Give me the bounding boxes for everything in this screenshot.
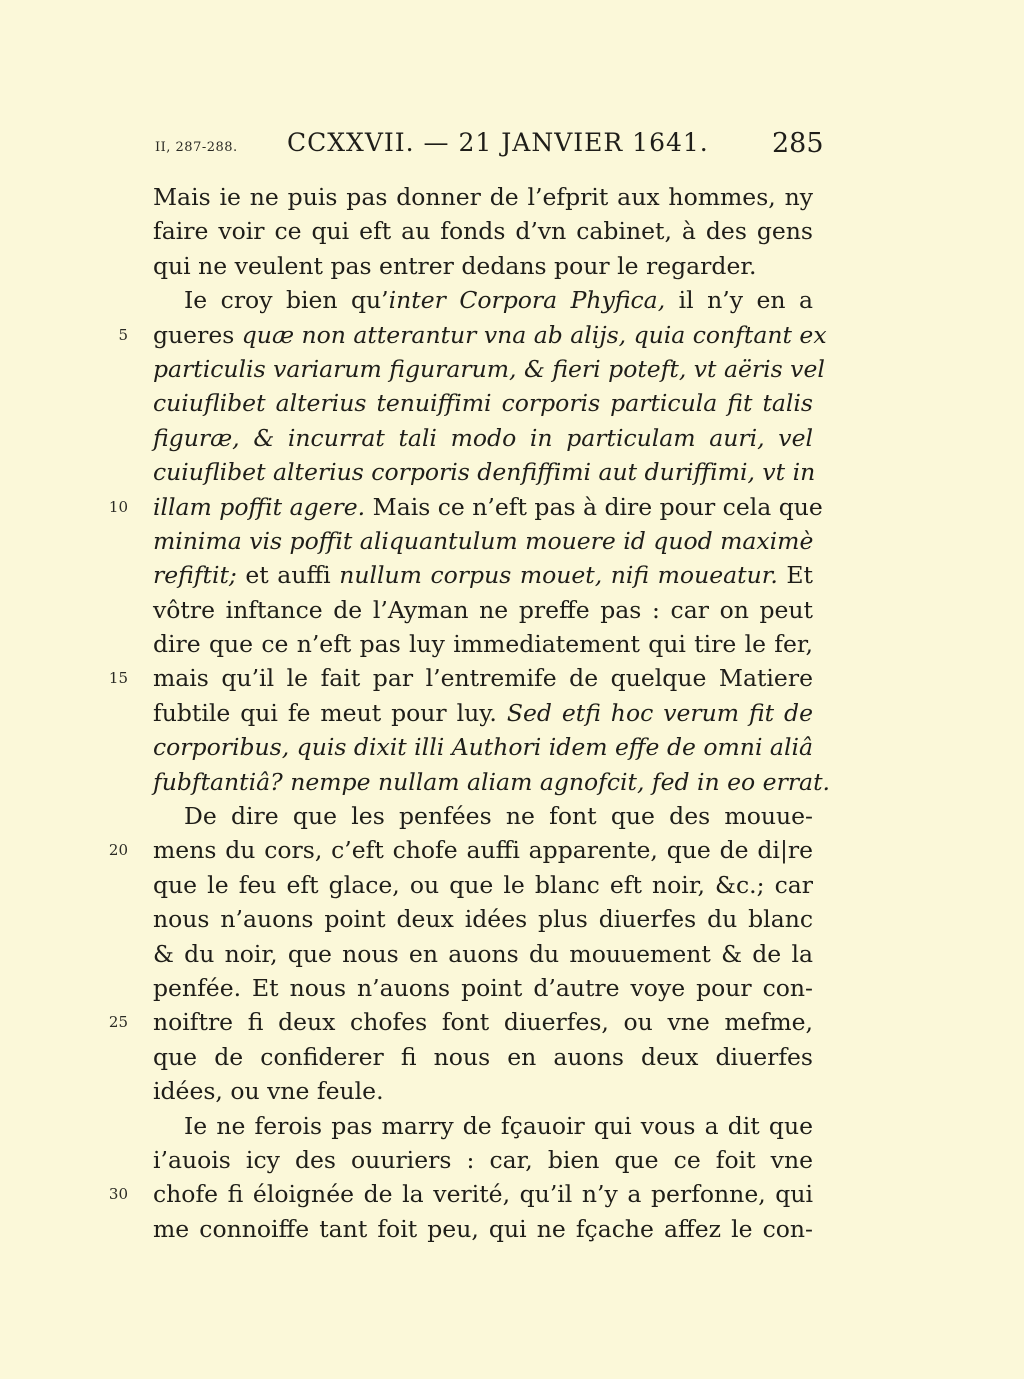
- french-segment: nous n’auons point deux idées plus diuerfes du blanc: [153, 905, 813, 934]
- line-text: [184, 799, 813, 833]
- line-text: [153, 180, 813, 214]
- latin-segment: corporibus, quis dixit illi Authori idem effe de omni aliâ: [153, 733, 813, 762]
- french-segment: idées, ou vne feule.: [153, 1077, 384, 1106]
- text-line: [0, 214, 1024, 248]
- french-segment: noiftre fi deux chofes font diuerfes, ou vne mefme,: [153, 1008, 813, 1037]
- french-segment: et auffi: [236, 561, 340, 590]
- text-line: [0, 524, 1024, 558]
- text-line: [0, 765, 1024, 799]
- line-text: [153, 318, 827, 352]
- text-line: [0, 352, 1024, 386]
- line-text: [153, 730, 813, 764]
- line-text: [153, 1177, 813, 1211]
- french-segment: Et: [777, 561, 813, 590]
- french-segment: & du noir, que nous en auons du mouuement & de la: [153, 939, 813, 968]
- line-number: 10: [108, 497, 128, 516]
- line-text: [153, 902, 813, 936]
- line-text: [153, 524, 813, 558]
- text-line: [0, 1177, 1024, 1211]
- line-text: [184, 283, 813, 317]
- french-segment: Ie croy bien qu’: [184, 286, 389, 315]
- french-segment: De dire que les penfées ne font que des mouue-: [184, 802, 813, 831]
- line-text: [153, 1212, 813, 1246]
- french-segment: dire que ce n’eft pas luy immediatement qui tire le fer,: [153, 630, 813, 659]
- french-segment: chofe fi éloignée de la verité, qu’il n’y a perfonne, qui: [153, 1180, 813, 1209]
- text-line: [0, 868, 1024, 902]
- line-text: [153, 1040, 813, 1074]
- line-text: [153, 1005, 813, 1039]
- line-text: [153, 593, 813, 627]
- text-line: [0, 730, 1024, 764]
- french-segment: il n’y en a: [665, 286, 813, 315]
- text-line: [0, 902, 1024, 936]
- latin-segment: quæ non atterantur vna ab alijs, quia conftant ex: [241, 320, 827, 349]
- line-text: [153, 249, 813, 283]
- line-text: [184, 1109, 813, 1143]
- letter-body: [0, 180, 1024, 1246]
- text-line: [0, 283, 1024, 317]
- text-line: [0, 455, 1024, 489]
- line-text: [153, 868, 813, 902]
- line-text: [153, 490, 823, 524]
- text-line: [0, 593, 1024, 627]
- line-number: 15: [108, 669, 128, 688]
- text-line: [0, 249, 1024, 283]
- text-line: [0, 386, 1024, 420]
- latin-segment: illam poffit agere.: [153, 492, 366, 521]
- line-text: [153, 971, 813, 1005]
- text-line: [0, 490, 1024, 524]
- line-text: [153, 558, 813, 592]
- text-line: [0, 421, 1024, 455]
- line-text: [153, 627, 813, 661]
- latin-segment: inter Corpora Phyfica,: [388, 286, 666, 315]
- french-segment: gueres: [153, 320, 242, 349]
- french-segment: Ie ne ferois pas marry de fçauoir qui vous a dit que: [184, 1111, 813, 1140]
- french-segment: que de confiderer fi nous en auons deux diuerfes: [153, 1042, 813, 1071]
- running-header: [0, 128, 1024, 168]
- text-line: [0, 558, 1024, 592]
- french-segment: vôtre inftance de l’Ayman ne preffe pas : car on peut: [153, 595, 813, 624]
- text-line: [0, 833, 1024, 867]
- french-segment: me connoiffe tant foit peu, qui ne fçache affez le con-: [153, 1214, 813, 1243]
- line-text: [153, 386, 813, 420]
- french-segment: Mais ie ne puis pas donner de l’efprit aux hommes, ny: [153, 183, 813, 211]
- line-text: [153, 1074, 813, 1108]
- latin-segment: refiftit;: [153, 561, 237, 590]
- text-line: [0, 1005, 1024, 1039]
- letter-title: CCXXVII. — 21 JANVIER 1641.: [287, 128, 709, 157]
- line-number: 30: [108, 1185, 128, 1204]
- line-text: [153, 765, 830, 799]
- text-line: [0, 799, 1024, 833]
- line-number: 5: [118, 325, 128, 344]
- latin-segment: figuræ, & incurrat tali modo in particulam auri, vel: [153, 423, 813, 452]
- line-text: [153, 937, 813, 971]
- page-number: 285: [772, 128, 824, 159]
- french-segment: mens du cors, c’eft chofe auffi apparente, que de di|re: [153, 836, 813, 865]
- line-number: 20: [108, 841, 128, 860]
- text-line: [0, 971, 1024, 1005]
- text-line: [0, 180, 1024, 214]
- french-segment: penfée. Et nous n’auons point d’autre voye pour con-: [153, 973, 813, 1002]
- text-line: [0, 937, 1024, 971]
- volume-reference: II, 287-288.: [155, 140, 238, 155]
- french-segment: i’auois icy des ouuriers : car, bien que ce foit vne: [153, 1145, 813, 1174]
- latin-segment: cuiuflibet alterius corporis denfiffimi aut duriffimi, vt in: [153, 458, 816, 487]
- french-segment: que le feu eft glace, ou que le blanc eft noir, &c.; car: [153, 870, 813, 899]
- text-line: [0, 1143, 1024, 1177]
- text-line: [0, 627, 1024, 661]
- line-text: [153, 833, 813, 867]
- line-text: [153, 421, 813, 455]
- french-segment: Mais ce n’eft pas à dire pour cela que: [365, 492, 823, 521]
- line-text: [153, 214, 813, 248]
- latin-segment: cuiuflibet alterius tenuiffimi corporis particula fit talis: [153, 389, 813, 418]
- line-text: [153, 661, 813, 695]
- french-segment: qui ne veulent pas entrer dedans pour le regarder.: [153, 251, 757, 280]
- latin-segment: minima vis poffit aliquantulum mouere id quod maximè: [153, 526, 814, 555]
- line-text: [153, 455, 816, 489]
- text-line: [0, 1040, 1024, 1074]
- latin-segment: particulis variarum figurarum, & fieri poteft, vt aëris vel: [153, 354, 825, 383]
- text-line: [0, 318, 1024, 352]
- line-text: [153, 1143, 813, 1177]
- line-text: [153, 696, 813, 730]
- latin-segment: fubftantiâ? nempe nullam aliam agnofcit, fed in eo errat.: [153, 767, 830, 796]
- latin-segment: Sed etfi hoc verum fit de: [506, 698, 813, 727]
- line-text: [153, 352, 825, 386]
- latin-segment: nullum corpus mouet, nifi moueatur.: [339, 561, 778, 590]
- french-segment: fubtile qui fe meut pour luy.: [153, 698, 507, 727]
- text-line: [0, 696, 1024, 730]
- text-line: [0, 1212, 1024, 1246]
- french-segment: faire voir ce qui eft au fonds d’vn cabinet, à des gens: [153, 217, 813, 246]
- french-segment: mais qu’il le fait par l’entremife de quelque Matiere: [153, 664, 813, 693]
- text-line: [0, 1074, 1024, 1108]
- line-number: 25: [108, 1013, 128, 1032]
- text-line: [0, 661, 1024, 695]
- text-line: [0, 1109, 1024, 1143]
